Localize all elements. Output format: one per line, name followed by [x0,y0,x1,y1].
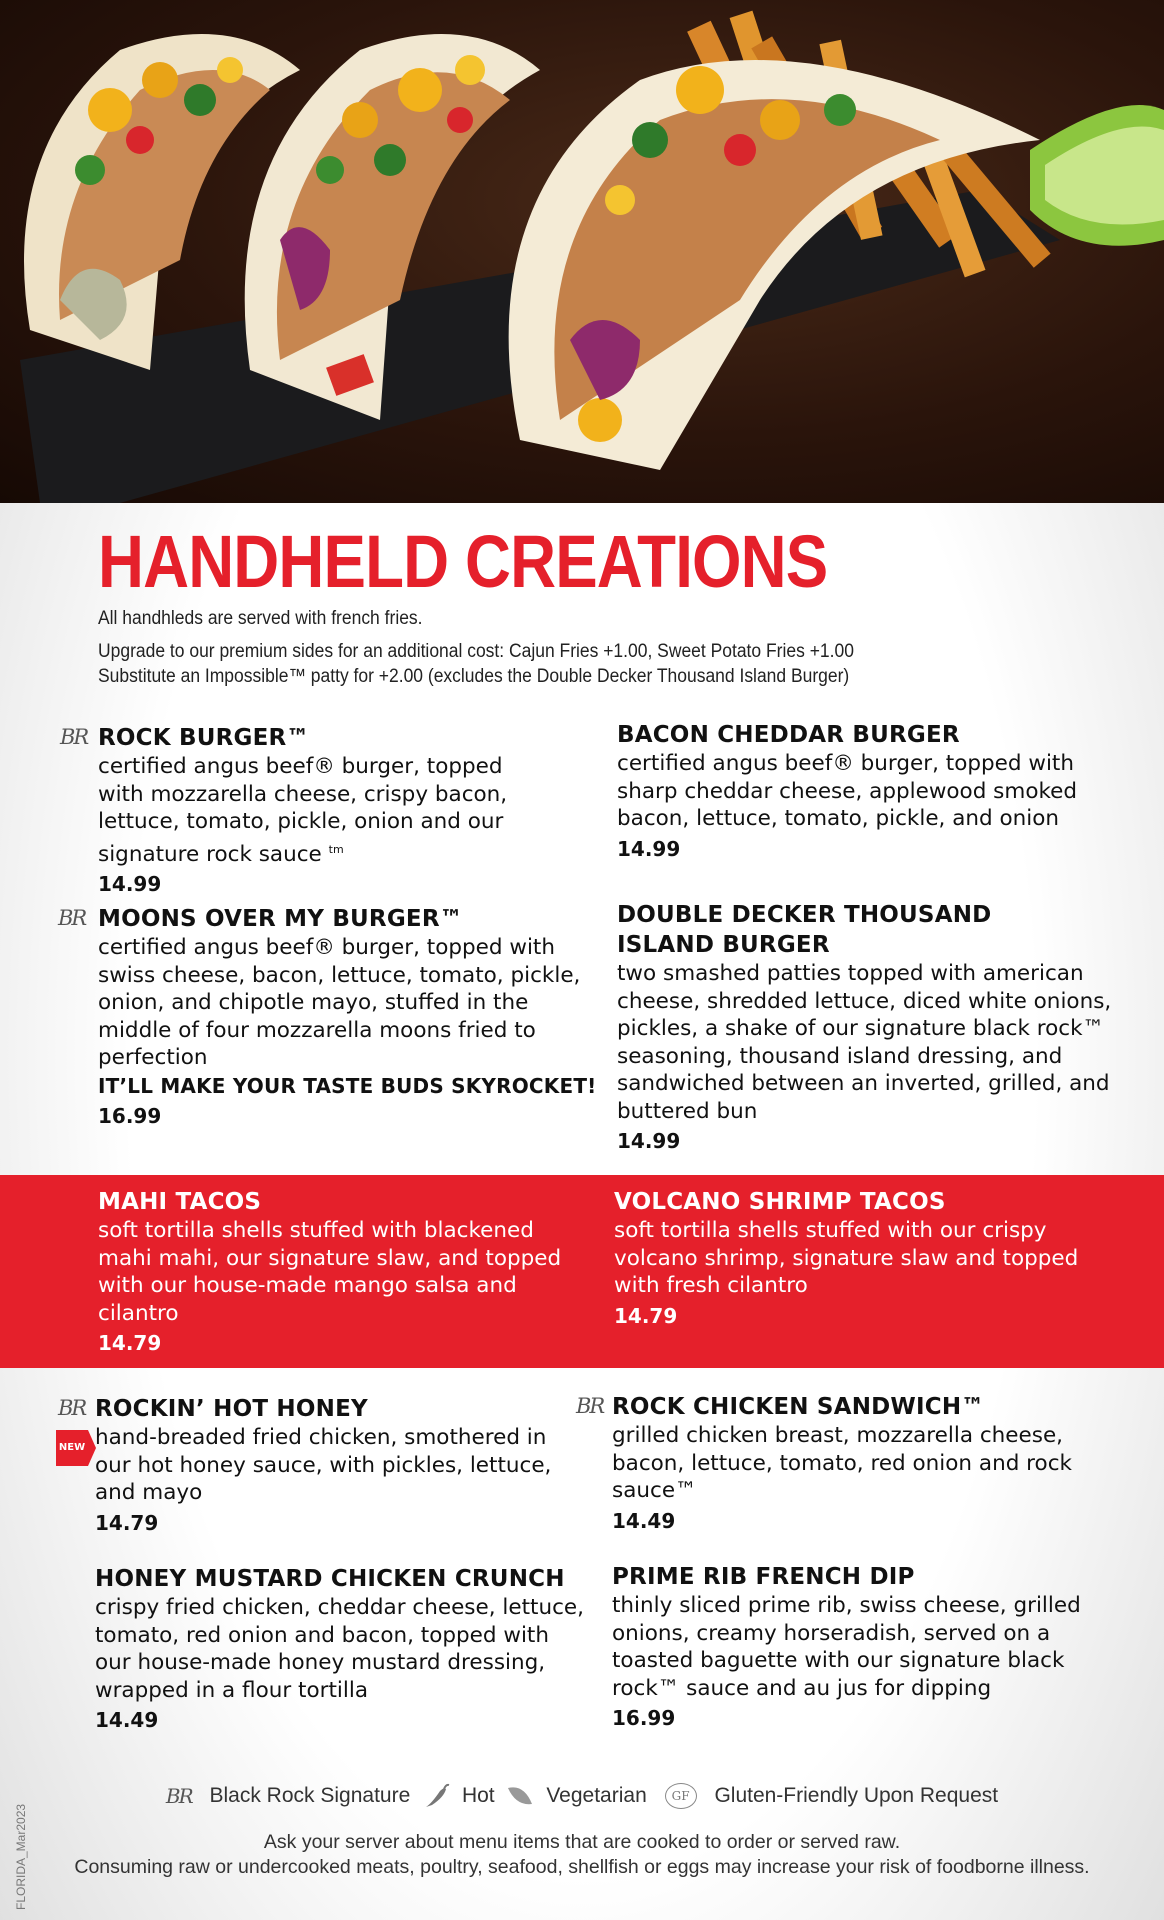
signature-icon: BR [58,1396,86,1420]
item-name: ROCKIN’ HOT HONEY [95,1396,368,1422]
menu-item-rock-burger [98,723,528,898]
section-title: HANDHELD CREATIONS [98,520,828,603]
legend-hot-label: Hot [461,1784,495,1807]
section-intro [98,606,1018,689]
menu-version-code: FLORIDA_Mar2023 [14,1803,28,1910]
item-name: VOLCANO SHRIMP TACOS [614,1189,946,1215]
signature-icon: BR [60,725,88,749]
item-price: 16.99 [612,1706,676,1730]
item-name: HONEY MUSTARD CHICKEN CRUNCH [95,1566,565,1592]
signature-icon: BR [576,1394,604,1418]
menu-item-rockin-hot-honey [95,1394,575,1537]
item-price: 14.79 [95,1510,159,1535]
item-price: 14.99 [617,1129,681,1153]
gluten-friendly-icon: GF [665,1783,697,1809]
signature-icon: BR [165,1784,192,1808]
legend-vegetarian-label: Vegetarian [546,1784,647,1807]
item-name: MOONS OVER MY BURGER™ [98,906,463,932]
item-name: MAHI TACOS [98,1189,262,1215]
signature-icon: BR [58,906,86,930]
substitute-note: Substitute an Impossible™ patty for +2.00 (excludes the Double Decker Thousand Island Burger) [98,666,850,687]
item-description: soft tortilla shells stuffed with our crispy volcano shrimp, signature slaw and topped with fresh cilantro [614,1218,1079,1298]
legend-gluten-label: Gluten-Friendly Upon Request [714,1784,999,1807]
menu-item-bacon-cheddar-burger [617,720,1107,863]
item-name: ROCK CHICKEN SANDWICH™ [612,1394,985,1420]
menu-item-prime-rib-french-dip [612,1562,1082,1732]
item-name: DOUBLE DECKER THOUSAND ISLAND BURGER [617,902,992,958]
menu-item-mahi-tacos [98,1187,588,1357]
food-safety-notice [0,1830,1164,1880]
item-description: certified angus beef® burger, topped with sharp cheddar cheese, applewood smoked bacon, lettuce, tomato, pickle, and onion [617,751,1078,831]
item-description: grilled chicken breast, mozzarella cheese, bacon, lettuce, tomato, red onion and rock sauce™ [612,1423,1072,1503]
legend-signature-label: Black Rock Signature [209,1784,411,1807]
item-description: two smashed patties topped with american cheese, shredded lettuce, diced white onions, pickles, a shake of our signature black rock™ seasoning, thousand island dressing, and sandwiched between an inverted, grilled, and buttered bun [617,961,1112,1124]
item-tagline: IT’LL MAKE YOUR TASTE BUDS SKYROCKET! [98,1073,597,1098]
item-price: 16.99 [98,1103,162,1128]
menu-item-honey-mustard-chicken-crunch [95,1564,585,1734]
item-price: 14.79 [98,1331,162,1355]
vegetarian-leaf-icon [506,1784,534,1808]
item-name: BACON CHEDDAR BURGER [617,722,960,748]
item-description: hand-breaded fried chicken, smothered in our hot honey sauce, with pickles, lettuce, and mayo [95,1425,552,1505]
item-description: thinly sliced prime rib, swiss cheese, grilled onions, creamy horseradish, served on a toasted baguette with our signature black rock™ sauce and au jus for dipping [612,1593,1081,1701]
item-price: 14.49 [612,1508,676,1533]
notice-line-2: Consuming raw or undercooked meats, poultry, seafood, shellfish or eggs may increase your risk of foodborne illness. [74,1856,1090,1878]
item-price: 14.49 [95,1708,159,1732]
menu-item-moons-over-my-burger [98,904,598,1130]
featured-tacos-band [0,1175,1164,1368]
item-description: certified angus beef® burger, topped with mozzarella cheese, crispy bacon, lettuce, tomato, pickle, onion and our signature rock sauce $^{tm}$ [98,754,508,867]
notice-line-1: Ask your server about menu items that are cooked to order or served raw. [263,1831,901,1853]
upgrade-note: Upgrade to our premium sides for an additional cost: Cajun Fries +1.00, Sweet Potato Fries +1.00 [98,641,854,662]
hero-taco-photo [0,0,1164,503]
item-description: certified angus beef® burger, topped with swiss cheese, bacon, lettuce, tomato, pickle, onion, and chipotle mayo, stuffed in the middle of four mozzarella moons fried to perfection [98,935,581,1070]
menu-item-volcano-shrimp-tacos [614,1187,1114,1330]
fries-note: All handhleds are served with french fries. [98,608,423,629]
item-description: crispy fried chicken, cheddar cheese, lettuce, tomato, red onion and bacon, topped with our house-made honey mustard dressing, wrapped in a flour tortilla [95,1595,584,1703]
item-description: soft tortilla shells stuffed with blackened mahi mahi, our signature slaw, and topped with our house-made mango salsa and cilantro [98,1218,562,1326]
tacos-illustration [0,0,1164,503]
new-badge: NEW [56,1430,88,1466]
item-name: ROCK BURGER™ [98,725,310,751]
hot-pepper-icon [422,1783,450,1809]
menu-item-rock-chicken-sandwich [612,1392,1082,1535]
item-price: 14.99 [617,836,681,861]
menu-item-double-decker-burger [617,900,1117,1155]
item-name: PRIME RIB FRENCH DIP [612,1564,915,1590]
item-price: 14.79 [614,1303,678,1328]
item-price: 14.99 [98,872,162,897]
icon-legend [0,1783,1164,1809]
